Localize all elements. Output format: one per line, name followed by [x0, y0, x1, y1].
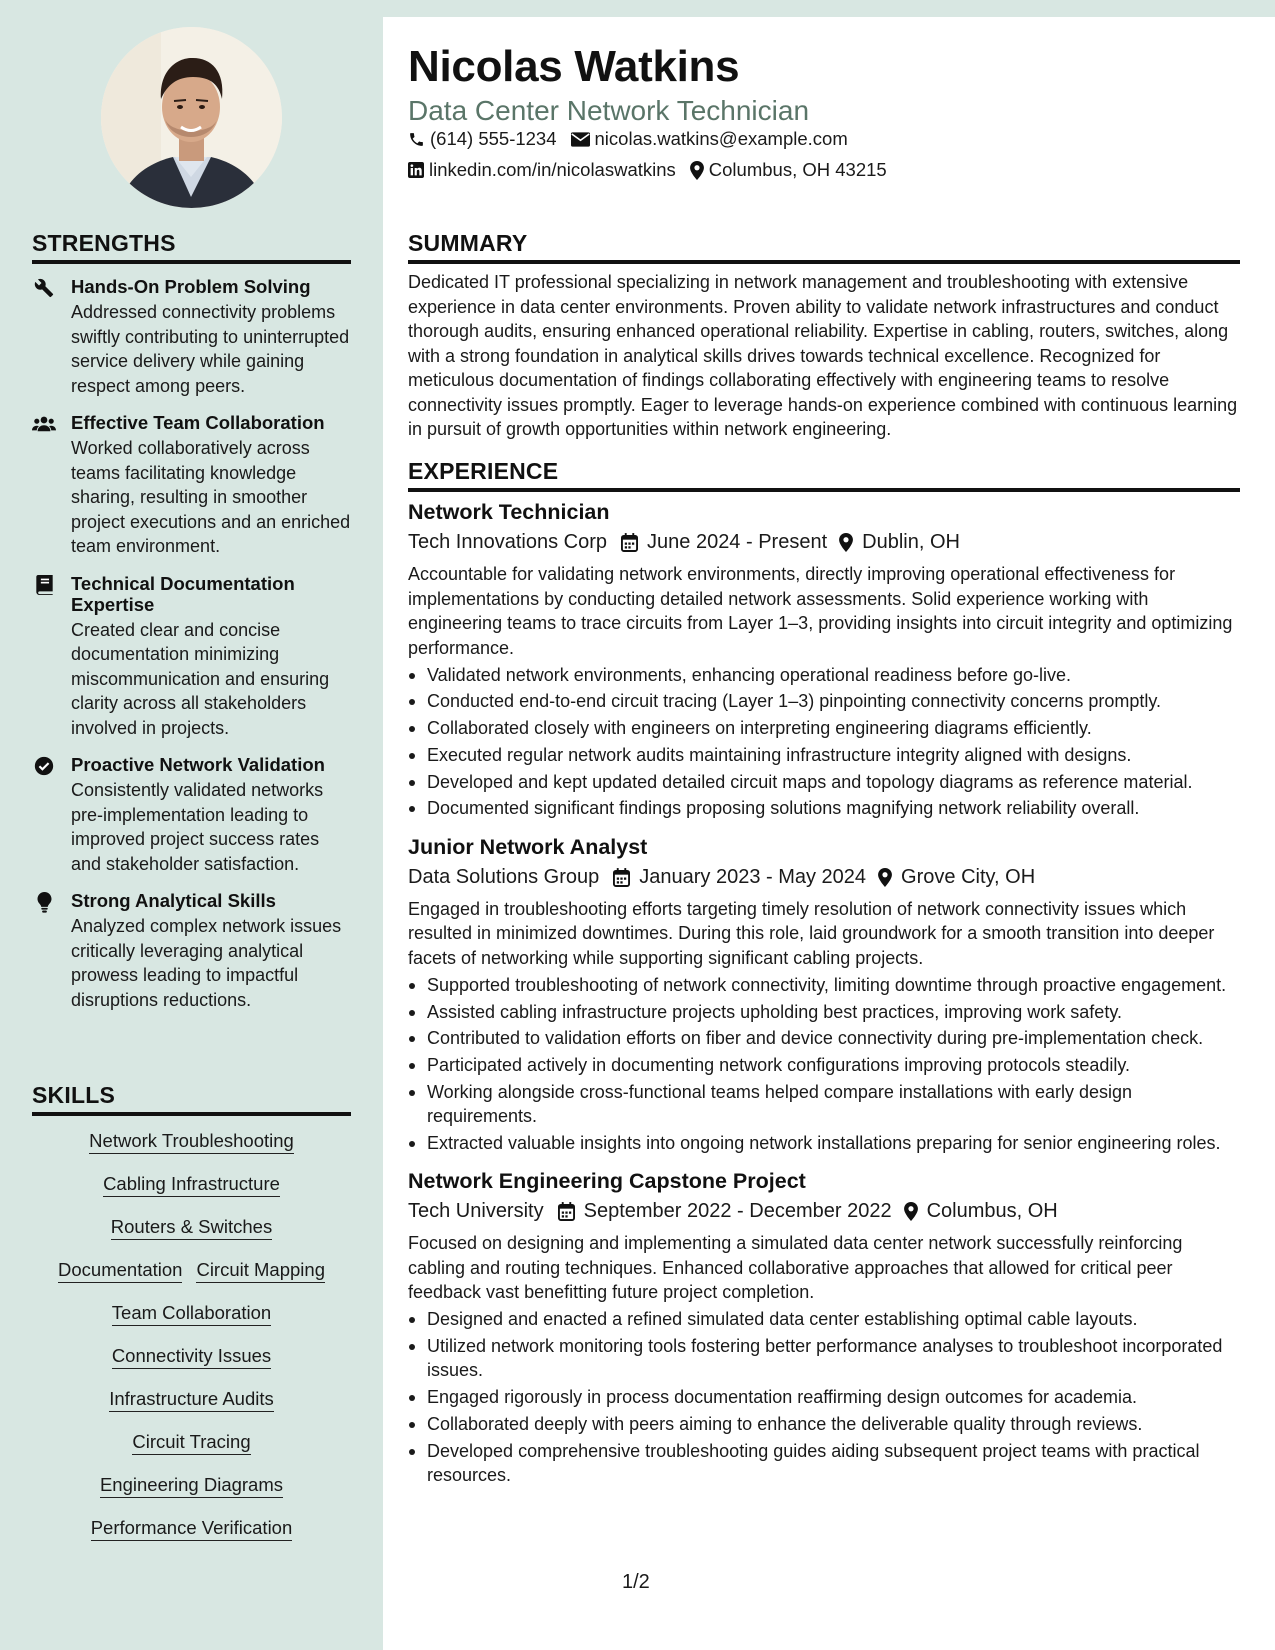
strength-desc: Created clear and concise documentation minimizing miscommunication and ensuring clarity across all stakeholders involved in projects. — [71, 619, 330, 738]
skill-tag: Infrastructure Audits — [109, 1388, 274, 1412]
skill-tag: Routers & Switches — [111, 1216, 272, 1240]
skill-tag: Connectivity Issues — [112, 1345, 271, 1369]
strength-item — [32, 412, 351, 559]
bullet-item: Engaged rigorously in process documentation reaffirming design outcomes for academia. — [408, 1385, 1240, 1409]
summary-text: Dedicated IT professional specializing in network management and troubleshooting with extensive experience in data center environments. Proven ability to validate network infrastructures and conduct thorough audits, ensuring enhanced operational reliability. Expertise in cabling, routers, switches, along with a strong foundation in analytical skills drives towards technical excellence. Recognized for meticulous documentation of findings collaborating effectively with engineering teams to resolve connectivity issues promptly. Eager to leverage hands-on experience combined with continuous learning in pursuit of growth opportunities within network engineering. — [408, 272, 1238, 439]
job-location — [839, 531, 960, 554]
job-company: Tech University — [408, 1200, 544, 1223]
job-description: Engaged in troubleshooting efforts targeting timely resolution of network connectivity issues which resulted in minimized downtimes. During this role, laid groundwork for a smooth transition into deeper facets of networking while supporting significant cabling projects. — [408, 898, 1215, 968]
job-dates — [613, 866, 866, 889]
bullet-item: Contributed to validation efforts on fiber and device connectivity during pre-implementation check. — [408, 1026, 1240, 1050]
skill-tag: Circuit Mapping — [196, 1259, 325, 1283]
wrench-icon — [32, 277, 56, 299]
job-dates — [621, 531, 827, 554]
candidate-name: Nicolas Watkins — [408, 42, 740, 91]
job-meta — [408, 531, 1240, 554]
calendar-icon — [621, 533, 638, 552]
job-dates-text: January 2023 - May 2024 — [639, 865, 867, 888]
job-location-text: Columbus, OH — [926, 1200, 1058, 1223]
skills-title: SKILLS — [32, 1082, 351, 1116]
summary-section — [408, 230, 1240, 442]
page-indicator: 1/2 — [622, 1571, 650, 1593]
strength-title: Effective Team Collaboration — [71, 412, 325, 433]
strength-desc: Analyzed complex network issues critically leveraging analytical prowess leading to impactful disruptions reductions. — [71, 916, 342, 1010]
strength-title: Technical Documentation Expertise — [71, 572, 295, 615]
job-title: Junior Network Analyst — [408, 834, 648, 859]
envelope-icon — [571, 132, 590, 147]
contact-row-2 — [408, 159, 901, 181]
job-location — [878, 866, 1035, 889]
skill-tag: Cabling Infrastructure — [103, 1173, 280, 1197]
book-icon — [32, 574, 56, 596]
strength-desc: Consistently validated networks pre-implementation leading to improved project success rates and stakeholder satisfaction. — [71, 780, 324, 874]
phone-contact — [408, 128, 557, 150]
strength-title: Strong Analytical Skills — [71, 890, 276, 911]
job-description: Focused on designing and implementing a simulated data center network successfully reinforcing cabling and routing techniques. Enhanced collaborative approaches that allowed for critical peer feedback vast benefitting future project completion. — [408, 1233, 1183, 1303]
linkedin-icon — [408, 162, 424, 178]
contact-row-1 — [408, 128, 862, 150]
linkedin-contact[interactable] — [408, 159, 676, 181]
bullet-item: Participated actively in documenting network configurations improving protocols steadily. — [408, 1053, 1240, 1077]
strengths-section — [32, 230, 351, 1012]
job-location — [904, 1200, 1058, 1223]
map-pin-icon — [904, 1202, 918, 1221]
job-title: Network Engineering Capstone Project — [408, 1169, 806, 1194]
skill-tag: Engineering Diagrams — [100, 1474, 283, 1498]
bullet-item: Validated network environments, enhancing operational readiness before go-live. — [408, 663, 1240, 687]
strength-title: Hands-On Problem Solving — [71, 276, 311, 297]
check-circle-icon — [32, 755, 56, 777]
skills-section — [32, 1082, 351, 1560]
skills-list — [32, 1130, 351, 1541]
job-title: Network Technician — [408, 500, 610, 524]
bullet-item: Utilized network monitoring tools fostering better performance analyses to troubleshoot incorporated issues. — [408, 1334, 1240, 1383]
map-pin-icon — [878, 868, 892, 887]
job-entry — [408, 835, 1240, 1156]
strengths-title: STRENGTHS — [32, 230, 351, 264]
calendar-icon — [613, 868, 630, 887]
job-location-text: Grove City, OH — [901, 865, 1036, 888]
job-bullets — [408, 663, 1240, 821]
bullet-item: Working alongside cross-functional teams helped compare installations with early design requirements. — [408, 1080, 1240, 1129]
bullet-item: Designed and enacted a refined simulated data center establishing optimal cable layouts. — [408, 1307, 1240, 1331]
lightbulb-icon — [32, 891, 56, 913]
email-text[interactable]: nicolas.watkins@example.com — [594, 128, 848, 149]
bullet-item: Developed comprehensive troubleshooting guides aiding subsequent project teams with practical resources. — [408, 1439, 1240, 1488]
summary-title: SUMMARY — [408, 230, 1240, 264]
strength-item — [32, 890, 351, 1012]
job-bullets — [408, 1307, 1240, 1487]
experience-section — [408, 458, 1240, 1487]
job-entry — [408, 1169, 1240, 1487]
bullet-item: Supported troubleshooting of network connectivity, limiting downtime through proactive engagement. — [408, 973, 1240, 997]
strength-title: Proactive Network Validation — [71, 754, 325, 775]
bullet-item: Collaborated deeply with peers aiming to enhance the deliverable quality through reviews. — [408, 1412, 1240, 1436]
job-bullets — [408, 973, 1240, 1156]
job-dates — [558, 1200, 892, 1223]
bullet-item: Assisted cabling infrastructure projects upholding best practices, improving work safety. — [408, 1000, 1240, 1024]
job-meta — [408, 866, 1240, 889]
candidate-role: Data Center Network Technician — [408, 95, 810, 126]
job-description: Accountable for validating network environments, directly improving operational effectiveness for implementations by conducting detailed network assessments. Solid experience working with engineering teams to trace circuits from Layer 1–3, providing insights into circuit integrity and optimizing performance. — [408, 564, 1233, 658]
experience-title: EXPERIENCE — [408, 458, 1240, 492]
job-dates-text: September 2022 - December 2022 — [583, 1200, 892, 1223]
linkedin-text[interactable]: linkedin.com/in/nicolaswatkins — [429, 159, 676, 180]
strength-item — [32, 754, 351, 876]
strength-desc: Worked collaboratively across teams facilitating knowledge sharing, resulting in smoother project executions and an enriched team environment. — [71, 438, 351, 556]
bullet-item: Collaborated closely with engineers on interpreting engineering diagrams efficiently. — [408, 716, 1240, 740]
bullet-item: Documented significant findings proposing solutions magnifying network reliability overall. — [408, 796, 1240, 820]
job-dates-text: June 2024 - Present — [647, 531, 828, 553]
job-company: Data Solutions Group — [408, 865, 600, 888]
location-contact — [690, 159, 887, 181]
job-meta — [408, 1200, 1240, 1223]
phone-icon — [408, 131, 425, 148]
strength-desc: Addressed connectivity problems swiftly contributing to uninterrupted service delivery while gaining respect among peers. — [71, 302, 350, 396]
profile-photo — [101, 27, 282, 208]
job-entry — [408, 500, 1240, 821]
bullet-item: Extracted valuable insights into ongoing network installations preparing for senior engineering roles. — [408, 1131, 1240, 1155]
email-contact[interactable] — [571, 128, 848, 150]
skill-tag: Performance Verification — [91, 1517, 293, 1541]
skill-tag: Network Troubleshooting — [89, 1130, 294, 1154]
bullet-item: Conducted end-to-end circuit tracing (Layer 1–3) pinpointing connectivity concerns promptly. — [408, 689, 1240, 713]
calendar-icon — [558, 1202, 575, 1221]
skill-tag: Documentation — [58, 1259, 182, 1283]
bullet-item: Executed regular network audits maintaining infrastructure integrity aligned with designs. — [408, 743, 1240, 767]
strength-item — [32, 276, 351, 398]
skill-tag: Team Collaboration — [112, 1302, 271, 1326]
map-pin-icon — [690, 161, 704, 180]
users-icon — [32, 413, 56, 435]
map-pin-icon — [839, 533, 853, 552]
strength-item — [32, 573, 351, 741]
bullet-item: Developed and kept updated detailed circuit maps and topology diagrams as reference material. — [408, 770, 1240, 794]
job-company: Tech Innovations Corp — [408, 531, 608, 553]
job-location-text: Dublin, OH — [862, 531, 960, 553]
phone-text: (614) 555-1234 — [430, 128, 557, 149]
skill-tag: Circuit Tracing — [132, 1431, 250, 1455]
location-text: Columbus, OH 43215 — [708, 159, 887, 180]
